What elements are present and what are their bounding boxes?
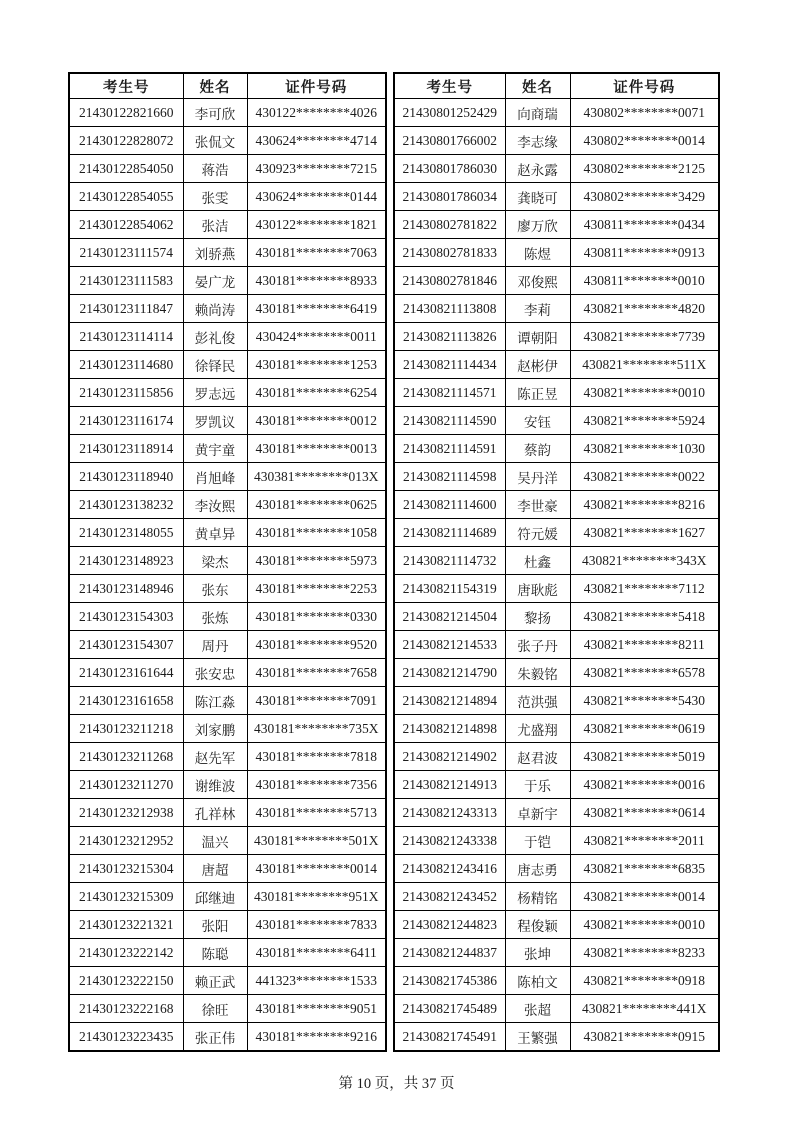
name-cell: 陈柏文 — [505, 967, 570, 995]
candidate-number-cell: 21430821114600 — [394, 491, 505, 519]
id-number-cell: 430821********8216 — [570, 491, 719, 519]
table-row — [69, 995, 386, 1023]
id-number-cell: 430181********501X — [247, 827, 386, 855]
id-number-cell: 430821********5924 — [570, 407, 719, 435]
table-row — [69, 155, 386, 183]
name-cell: 张炼 — [183, 603, 247, 631]
id-number-cell: 430802********2125 — [570, 155, 719, 183]
id-number-cell: 430821********5019 — [570, 743, 719, 771]
name-cell: 唐志勇 — [505, 855, 570, 883]
id-number-cell: 430181********6419 — [247, 295, 386, 323]
name-cell: 范洪强 — [505, 687, 570, 715]
name-cell: 陈江淼 — [183, 687, 247, 715]
table-row — [69, 407, 386, 435]
id-number-cell: 430181********7658 — [247, 659, 386, 687]
table-row — [394, 1023, 719, 1052]
candidate-number-cell: 21430821214902 — [394, 743, 505, 771]
table-row — [394, 99, 719, 127]
table-row — [394, 967, 719, 995]
id-number-cell: 430122********4026 — [247, 99, 386, 127]
candidate-number-cell: 21430123223435 — [69, 1023, 183, 1052]
table-row — [394, 183, 719, 211]
candidate-number-cell: 21430821243313 — [394, 799, 505, 827]
candidate-number-cell: 21430123114680 — [69, 351, 183, 379]
name-cell: 龚晓可 — [505, 183, 570, 211]
table-row — [69, 911, 386, 939]
table-row — [69, 855, 386, 883]
candidate-number-cell: 21430123154303 — [69, 603, 183, 631]
id-number-cell: 430802********0014 — [570, 127, 719, 155]
table-row — [69, 379, 386, 407]
candidate-number-cell: 21430123211218 — [69, 715, 183, 743]
id-number-cell: 430821********7739 — [570, 323, 719, 351]
candidate-number-cell: 21430123161644 — [69, 659, 183, 687]
table-row — [394, 547, 719, 575]
name-cell: 张侃文 — [183, 127, 247, 155]
name-cell: 罗凯议 — [183, 407, 247, 435]
id-number-cell: 430821********7112 — [570, 575, 719, 603]
id-number-cell: 430181********0330 — [247, 603, 386, 631]
id-number-cell: 430624********4714 — [247, 127, 386, 155]
table-row — [69, 295, 386, 323]
table-row — [394, 743, 719, 771]
table-row — [69, 631, 386, 659]
id-number-cell: 430821********0918 — [570, 967, 719, 995]
name-cell: 符元媛 — [505, 519, 570, 547]
candidate-number-cell: 21430821243452 — [394, 883, 505, 911]
table-row — [394, 995, 719, 1023]
name-cell: 王繁强 — [505, 1023, 570, 1052]
name-cell: 陈聪 — [183, 939, 247, 967]
candidate-number-cell: 21430123161658 — [69, 687, 183, 715]
name-cell: 向商瑞 — [505, 99, 570, 127]
candidate-number-cell: 21430123222168 — [69, 995, 183, 1023]
table-row — [394, 519, 719, 547]
table-header-row — [394, 73, 719, 99]
table-row — [394, 603, 719, 631]
id-number-cell: 430181********0012 — [247, 407, 386, 435]
id-number-cell: 430821********0014 — [570, 883, 719, 911]
name-cell: 周丹 — [183, 631, 247, 659]
id-number-cell: 430424********0011 — [247, 323, 386, 351]
name-cell: 温兴 — [183, 827, 247, 855]
candidate-number-cell: 21430821114598 — [394, 463, 505, 491]
candidate-table-left — [68, 72, 387, 1052]
table-row — [69, 575, 386, 603]
name-cell: 赵彬伊 — [505, 351, 570, 379]
name-cell: 李汝熙 — [183, 491, 247, 519]
name-cell: 邓俊熙 — [505, 267, 570, 295]
id-number-cell: 430821********0619 — [570, 715, 719, 743]
table-row — [394, 155, 719, 183]
name-cell: 罗志远 — [183, 379, 247, 407]
name-cell: 黄宇童 — [183, 435, 247, 463]
name-cell: 黎扬 — [505, 603, 570, 631]
name-cell: 徐铎民 — [183, 351, 247, 379]
candidate-number-cell: 21430123148055 — [69, 519, 183, 547]
table-row — [394, 351, 719, 379]
table-row — [69, 799, 386, 827]
id-number-cell: 430802********3429 — [570, 183, 719, 211]
id-number-cell: 430181********0625 — [247, 491, 386, 519]
candidate-number-cell: 21430821114732 — [394, 547, 505, 575]
table-row — [394, 491, 719, 519]
name-cell: 于铠 — [505, 827, 570, 855]
candidate-number-cell: 21430821214504 — [394, 603, 505, 631]
candidate-number-cell: 21430821243416 — [394, 855, 505, 883]
name-cell: 谢维波 — [183, 771, 247, 799]
candidate-number-cell: 21430821114590 — [394, 407, 505, 435]
table-row — [394, 435, 719, 463]
id-number-cell: 430923********7215 — [247, 155, 386, 183]
table-row — [394, 575, 719, 603]
name-cell: 赵先军 — [183, 743, 247, 771]
candidate-number-cell: 21430821154319 — [394, 575, 505, 603]
candidate-number-cell: 21430123116174 — [69, 407, 183, 435]
candidate-number-cell: 21430821244837 — [394, 939, 505, 967]
name-cell: 唐超 — [183, 855, 247, 883]
id-number-cell: 430181********735X — [247, 715, 386, 743]
id-number-cell: 430381********013X — [247, 463, 386, 491]
name-cell: 孔祥林 — [183, 799, 247, 827]
candidate-number-cell: 21430123215309 — [69, 883, 183, 911]
table-row — [69, 547, 386, 575]
id-number-cell: 430122********1821 — [247, 211, 386, 239]
name-cell: 陈正昱 — [505, 379, 570, 407]
table-row — [394, 463, 719, 491]
id-number-cell: 430821********343X — [570, 547, 719, 575]
id-number-cell: 430821********0016 — [570, 771, 719, 799]
id-number-cell: 430821********6835 — [570, 855, 719, 883]
name-cell: 张阳 — [183, 911, 247, 939]
table-row — [394, 939, 719, 967]
candidate-number-cell: 21430802781846 — [394, 267, 505, 295]
id-number-cell: 430181********951X — [247, 883, 386, 911]
candidate-number-cell: 21430821745489 — [394, 995, 505, 1023]
candidate-number-cell: 21430123212938 — [69, 799, 183, 827]
id-number-cell: 430821********5418 — [570, 603, 719, 631]
candidate-number-cell: 21430123118914 — [69, 435, 183, 463]
table-row — [69, 239, 386, 267]
name-cell: 于乐 — [505, 771, 570, 799]
table-row — [394, 323, 719, 351]
candidate-number-cell: 21430821114571 — [394, 379, 505, 407]
candidate-number-cell: 21430821745386 — [394, 967, 505, 995]
candidate-number-cell: 21430821114434 — [394, 351, 505, 379]
table-row — [69, 435, 386, 463]
name-cell: 张安忠 — [183, 659, 247, 687]
candidate-number-cell: 21430123154307 — [69, 631, 183, 659]
id-number-cell: 430821********1627 — [570, 519, 719, 547]
id-number-cell: 430821********0022 — [570, 463, 719, 491]
table-row — [69, 771, 386, 799]
candidate-number-cell: 21430821214533 — [394, 631, 505, 659]
table-row — [394, 407, 719, 435]
name-cell: 李可欣 — [183, 99, 247, 127]
table-row — [69, 687, 386, 715]
header-name: 姓名 — [505, 73, 570, 99]
header-candidate-number: 考生号 — [394, 73, 505, 99]
name-cell: 刘家鹏 — [183, 715, 247, 743]
id-number-cell: 430181********0013 — [247, 435, 386, 463]
name-cell: 程俊颖 — [505, 911, 570, 939]
table-row — [69, 323, 386, 351]
header-candidate-number: 考生号 — [69, 73, 183, 99]
table-row — [394, 883, 719, 911]
table-row — [69, 267, 386, 295]
id-number-cell: 430181********2253 — [247, 575, 386, 603]
id-number-cell: 430821********0010 — [570, 911, 719, 939]
name-cell: 吴丹洋 — [505, 463, 570, 491]
table-row — [394, 211, 719, 239]
candidate-number-cell: 21430122828072 — [69, 127, 183, 155]
table-row — [69, 211, 386, 239]
name-cell: 张正伟 — [183, 1023, 247, 1052]
id-number-cell: 430181********7091 — [247, 687, 386, 715]
id-number-cell: 430811********0913 — [570, 239, 719, 267]
header-name: 姓名 — [183, 73, 247, 99]
id-number-cell: 430821********511X — [570, 351, 719, 379]
id-number-cell: 430821********8211 — [570, 631, 719, 659]
table-row — [394, 911, 719, 939]
id-number-cell: 430181********5973 — [247, 547, 386, 575]
name-cell: 李莉 — [505, 295, 570, 323]
id-number-cell: 430821********6578 — [570, 659, 719, 687]
id-number-cell: 430181********0014 — [247, 855, 386, 883]
table-row — [394, 799, 719, 827]
id-number-cell: 430181********6254 — [247, 379, 386, 407]
table-row — [69, 519, 386, 547]
table-row — [69, 715, 386, 743]
name-cell: 邱继迪 — [183, 883, 247, 911]
candidate-number-cell: 21430123138232 — [69, 491, 183, 519]
name-cell: 梁杰 — [183, 547, 247, 575]
name-cell: 张洁 — [183, 211, 247, 239]
table-row — [69, 967, 386, 995]
name-cell: 张坤 — [505, 939, 570, 967]
candidate-table-right — [393, 72, 720, 1052]
table-row — [394, 379, 719, 407]
candidate-number-cell: 21430821243338 — [394, 827, 505, 855]
name-cell: 安钰 — [505, 407, 570, 435]
table-row — [69, 659, 386, 687]
candidate-number-cell: 21430122821660 — [69, 99, 183, 127]
table-row — [69, 1023, 386, 1052]
candidate-number-cell: 21430122854050 — [69, 155, 183, 183]
table-row — [69, 491, 386, 519]
candidate-number-cell: 21430821214790 — [394, 659, 505, 687]
candidate-number-cell: 21430123118940 — [69, 463, 183, 491]
id-number-cell: 430821********0915 — [570, 1023, 719, 1052]
candidate-number-cell: 21430123211268 — [69, 743, 183, 771]
id-number-cell: 430821********8233 — [570, 939, 719, 967]
candidate-number-cell: 21430123148923 — [69, 547, 183, 575]
id-number-cell: 430821********4820 — [570, 295, 719, 323]
name-cell: 唐耿彪 — [505, 575, 570, 603]
id-number-cell: 430821********2011 — [570, 827, 719, 855]
name-cell: 彭礼俊 — [183, 323, 247, 351]
id-number-cell: 430181********8933 — [247, 267, 386, 295]
name-cell: 刘骄燕 — [183, 239, 247, 267]
id-number-cell: 430802********0071 — [570, 99, 719, 127]
candidate-number-cell: 21430802781822 — [394, 211, 505, 239]
name-cell: 卓新宇 — [505, 799, 570, 827]
candidate-number-cell: 21430123111847 — [69, 295, 183, 323]
id-number-cell: 430181********7063 — [247, 239, 386, 267]
candidate-number-cell: 21430801252429 — [394, 99, 505, 127]
id-number-cell: 430821********0614 — [570, 799, 719, 827]
name-cell: 赵永露 — [505, 155, 570, 183]
table-row — [69, 127, 386, 155]
candidate-number-cell: 21430122854062 — [69, 211, 183, 239]
candidate-number-cell: 21430821214894 — [394, 687, 505, 715]
name-cell: 谭朝阳 — [505, 323, 570, 351]
candidate-number-cell: 21430821214913 — [394, 771, 505, 799]
candidate-number-cell: 21430123222142 — [69, 939, 183, 967]
name-cell: 张东 — [183, 575, 247, 603]
candidate-number-cell: 21430123111574 — [69, 239, 183, 267]
id-number-cell: 430181********6411 — [247, 939, 386, 967]
candidate-number-cell: 21430123212952 — [69, 827, 183, 855]
table-row — [394, 855, 719, 883]
id-number-cell: 430821********5430 — [570, 687, 719, 715]
candidate-number-cell: 21430801786034 — [394, 183, 505, 211]
table-row — [394, 827, 719, 855]
name-cell: 尤盛翔 — [505, 715, 570, 743]
name-cell: 赖尚涛 — [183, 295, 247, 323]
candidate-number-cell: 21430821114689 — [394, 519, 505, 547]
candidate-tables — [68, 72, 720, 1052]
candidate-number-cell: 21430801766002 — [394, 127, 505, 155]
id-number-cell: 430181********7833 — [247, 911, 386, 939]
name-cell: 杜鑫 — [505, 547, 570, 575]
table-row — [69, 939, 386, 967]
id-number-cell: 430181********9216 — [247, 1023, 386, 1052]
header-id-number: 证件号码 — [247, 73, 386, 99]
name-cell: 赖正武 — [183, 967, 247, 995]
id-number-cell: 430811********0010 — [570, 267, 719, 295]
id-number-cell: 430181********1058 — [247, 519, 386, 547]
candidate-number-cell: 21430821214898 — [394, 715, 505, 743]
name-cell: 肖旭峰 — [183, 463, 247, 491]
table-row — [69, 463, 386, 491]
table-row — [394, 267, 719, 295]
name-cell: 廖万欣 — [505, 211, 570, 239]
candidate-number-cell: 21430123115856 — [69, 379, 183, 407]
id-number-cell: 430811********0434 — [570, 211, 719, 239]
header-id-number: 证件号码 — [570, 73, 719, 99]
candidate-number-cell: 21430123148946 — [69, 575, 183, 603]
candidate-number-cell: 21430123215304 — [69, 855, 183, 883]
id-number-cell: 430821********441X — [570, 995, 719, 1023]
page-number-footer: 第 10 页，共 37 页 — [338, 1076, 455, 1092]
id-number-cell: 430181********5713 — [247, 799, 386, 827]
id-number-cell: 430624********0144 — [247, 183, 386, 211]
name-cell: 黄卓异 — [183, 519, 247, 547]
table-row — [69, 351, 386, 379]
name-cell: 朱毅铭 — [505, 659, 570, 687]
id-number-cell: 430821********1030 — [570, 435, 719, 463]
name-cell: 赵君波 — [505, 743, 570, 771]
id-number-cell: 430181********9520 — [247, 631, 386, 659]
id-number-cell: 430821********0010 — [570, 379, 719, 407]
name-cell: 陈煜 — [505, 239, 570, 267]
table-row — [394, 659, 719, 687]
name-cell: 晏广龙 — [183, 267, 247, 295]
table-row — [69, 99, 386, 127]
name-cell: 张超 — [505, 995, 570, 1023]
id-number-cell: 430181********7356 — [247, 771, 386, 799]
candidate-number-cell: 21430802781833 — [394, 239, 505, 267]
candidate-number-cell: 21430821745491 — [394, 1023, 505, 1052]
table-row — [394, 127, 719, 155]
candidate-number-cell: 21430123221321 — [69, 911, 183, 939]
table-row — [69, 743, 386, 771]
table-row — [394, 295, 719, 323]
table-row — [69, 827, 386, 855]
candidate-number-cell: 21430821244823 — [394, 911, 505, 939]
candidate-number-cell: 21430123211270 — [69, 771, 183, 799]
table-row — [394, 715, 719, 743]
table-row — [394, 687, 719, 715]
id-number-cell: 430181********9051 — [247, 995, 386, 1023]
candidate-number-cell: 21430123114114 — [69, 323, 183, 351]
candidate-number-cell: 21430122854055 — [69, 183, 183, 211]
table-row — [69, 603, 386, 631]
candidate-number-cell: 21430801786030 — [394, 155, 505, 183]
table-row — [394, 631, 719, 659]
name-cell: 李志缘 — [505, 127, 570, 155]
table-row — [69, 183, 386, 211]
table-header-row — [69, 73, 386, 99]
candidate-number-cell: 21430821113808 — [394, 295, 505, 323]
name-cell: 蔡韵 — [505, 435, 570, 463]
table-row — [69, 883, 386, 911]
name-cell: 蒋浩 — [183, 155, 247, 183]
table-row — [394, 239, 719, 267]
name-cell: 张子丹 — [505, 631, 570, 659]
name-cell: 李世豪 — [505, 491, 570, 519]
candidate-number-cell: 21430123111583 — [69, 267, 183, 295]
name-cell: 徐旺 — [183, 995, 247, 1023]
table-row — [394, 771, 719, 799]
id-number-cell: 430181********7818 — [247, 743, 386, 771]
candidate-number-cell: 21430821114591 — [394, 435, 505, 463]
id-number-cell: 430181********1253 — [247, 351, 386, 379]
id-number-cell: 441323********1533 — [247, 967, 386, 995]
candidate-number-cell: 21430821113826 — [394, 323, 505, 351]
name-cell: 张雯 — [183, 183, 247, 211]
name-cell: 杨精铭 — [505, 883, 570, 911]
candidate-number-cell: 21430123222150 — [69, 967, 183, 995]
